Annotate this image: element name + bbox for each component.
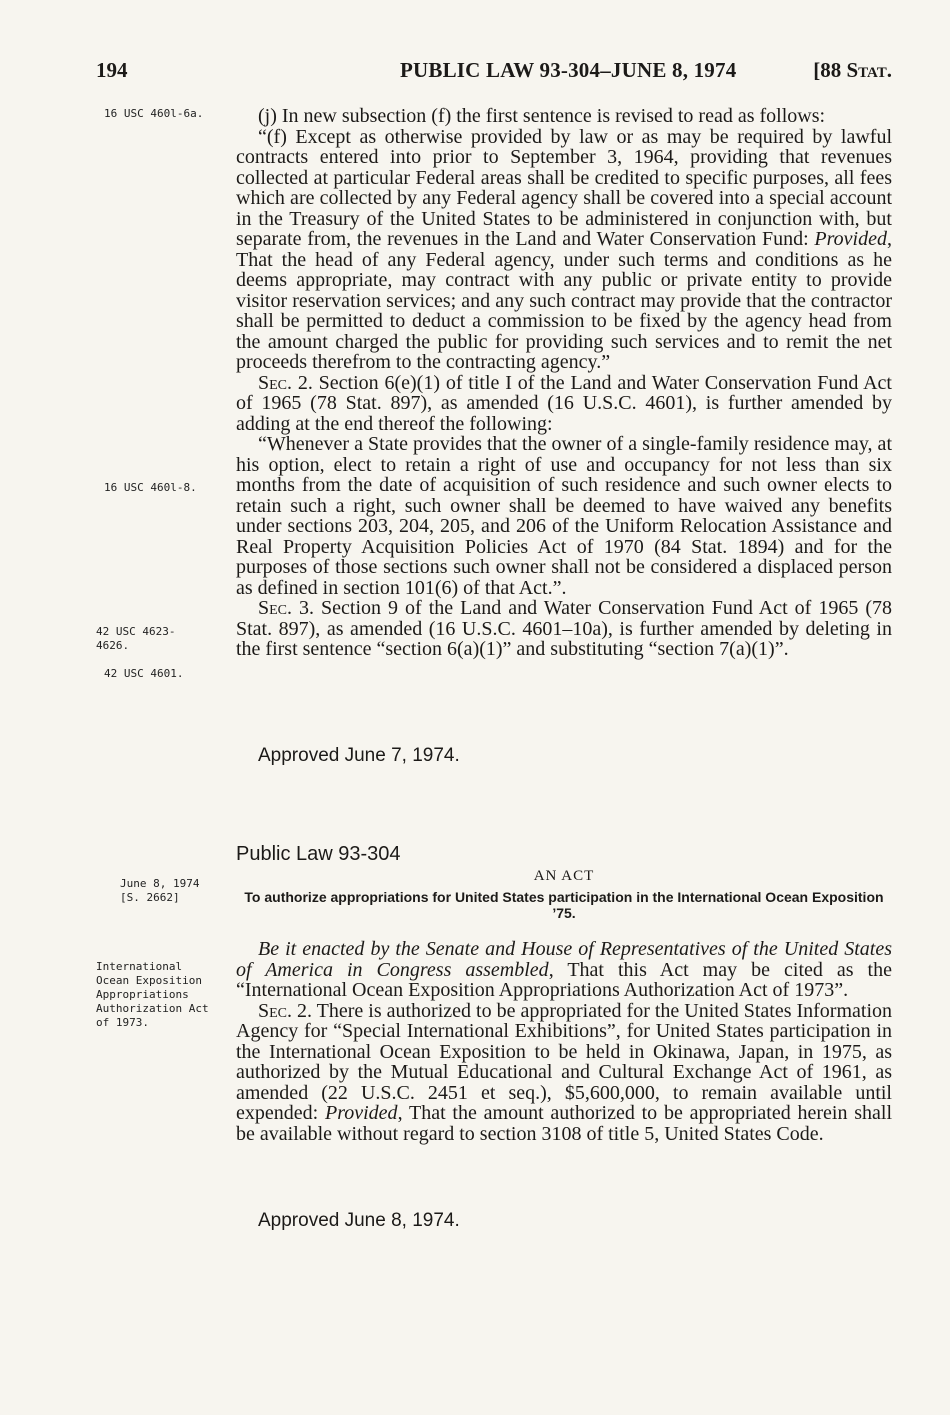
law-2-section-2: Sec. 2. There is authorized to be appropriated for the United States Information Agency for “Special International Exhibitions”, for United States participation in the International Ocean Exposition to be held in Okinawa, Japan, in 1975, as authorized by the Mutual Educational and Cultural Exchange Act of 1961, as amended (22 U.S.C. 2451 et seq.), $5,600,000, to remain available until expended: Provided, That the amount authorized to be appropriated herein shall be available without regard to section 3108 of title 5, United States Code. (236, 999, 893, 1145)
margin-note-usc-460l-8: 16 USC 460l-8. (104, 481, 197, 494)
approval-date-1: Approved June 7, 1974. (258, 745, 460, 766)
section-j-quote: “(f) Except as otherwise provided by law or as may be required by lawful contracts entered into prior to September 3, 1964, providing that revenues collected at particular Federal areas shall be credited to specific purposes, all fees which are collected by any Federal agency shall be covered into a special account in the Treasury of the United States to be administered in conjunction with, but separate from, the revenues in the Land and Water Conservation Fund: Provided, That the head of any Federal agency, under such terms and conditions as he deems appropriate, may contract with any public or private entity to provide visitor reservation services; and any such contract may provide that the contractor shall be permitted to deduct a commission to be fixed by the agency head from the amount charged the public for providing such services and to remit the net proceeds therefrom to the contracting agency.” (236, 125, 892, 373)
law-2-body (236, 939, 892, 1144)
page-number: 194 (96, 58, 128, 82)
an-act-heading: AN ACT (533, 868, 595, 884)
section-j-intro: (j) In new subsection (f) the first sentence is revised to read as follows: (258, 105, 826, 127)
margin-note-usc-4623: 42 USC 4623- 4626. (96, 625, 176, 652)
margin-note-short-title: International Ocean Exposition Appropriations Authorization Act of 1973. (96, 960, 209, 1029)
public-law-title: Public Law 93-304 (236, 843, 401, 865)
approval-date-2: Approved June 8, 1974. (258, 1210, 460, 1231)
section-2-paragraph: Sec. 2. Section 6(e)(1) of title I of the Land and Water Conservation Fund Act of 1965 (78 Stat. 897), as amended (16 U.S.C. 4601), is further amended by adding at the end thereof the following: (236, 371, 892, 435)
section-2-quote: “Whenever a State provides that the owner of a single-family residence may, at his option, elect to retain a right of use and occupancy for not less than six months from the date of acquisition of such residence and such owner elects to retain such a right, such owner shall be deemed to have waived any benefits under sections 203, 204, 205, and 206 of the Uniform Relocation Assistance and Real Property Acquisition Policies Act of 1970 (84 Stat. 1894) and for the purposes of those sections such owner shall not be considered a displaced person as defined in section 101(6) of that Act.”. (236, 433, 892, 599)
section-j-block (236, 106, 892, 660)
enacting-clause: Be it enacted by the Senate and House of Representatives of the United States of America in Congress assembled, That this Act may be cited as the “International Ocean Exposition Appropriations Authorization Act of 1973”. (236, 938, 892, 1001)
section-3-paragraph: Sec. 3. Section 9 of the Land and Water Conservation Fund Act of 1965 (78 Stat. 897), as amended (16 U.S.C. 4601–10a), is further amended by deleting in the first sentence “section 6(a)(1)” and substituting “section 7(a)(1)”. (236, 597, 892, 660)
margin-note-usc-460l-6a: 16 USC 460l-6a. (104, 107, 204, 120)
page-header (96, 58, 892, 88)
margin-note-date-bill: June 8, 1974 [S. 2662] (120, 877, 200, 904)
margin-note-usc-4601: 42 USC 4601. (104, 667, 184, 680)
running-title: PUBLIC LAW 93-304–JUNE 8, 1974 (400, 58, 737, 82)
statute-reference: [88 Stat. (813, 58, 892, 82)
act-description: To authorize appropriations for United States participation in the International Ocean Exposition ’75. (244, 889, 884, 921)
